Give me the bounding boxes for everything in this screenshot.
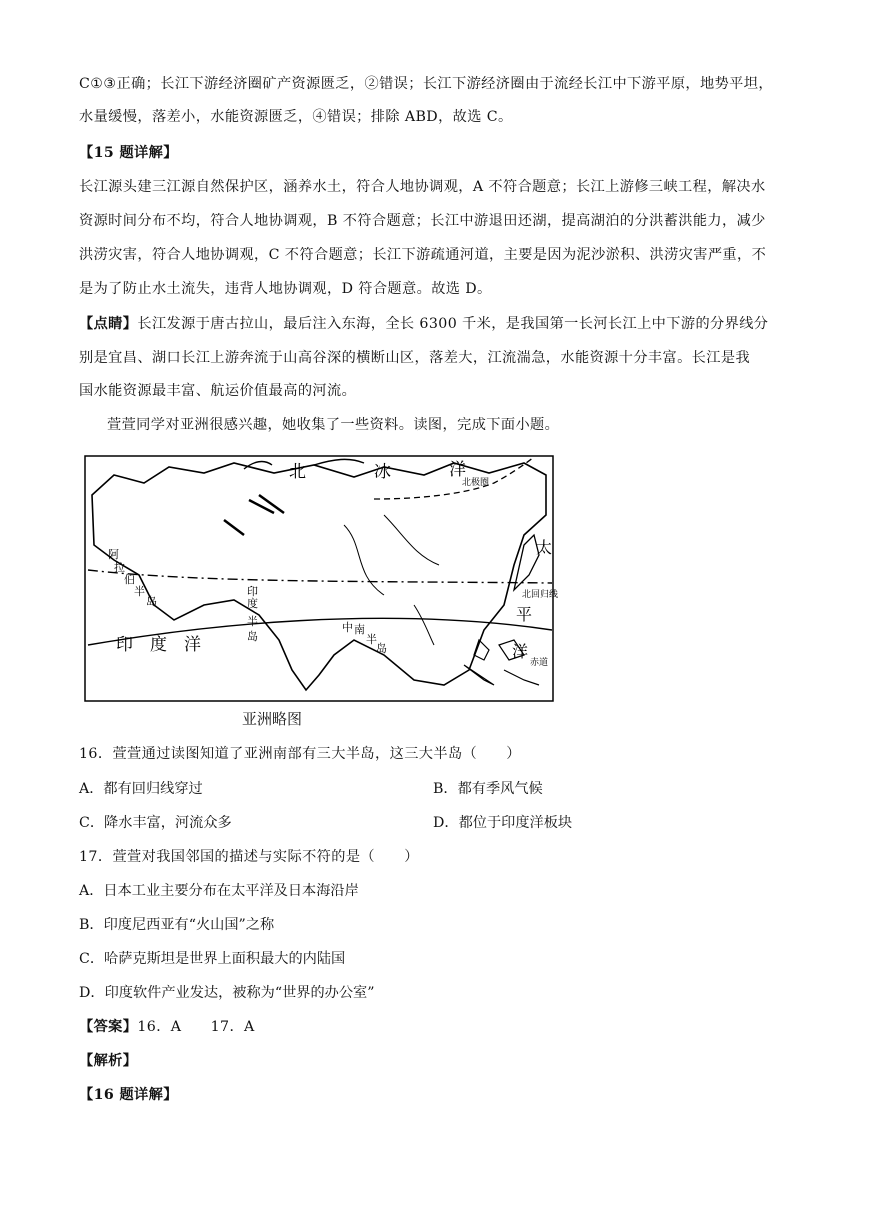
map-label: 度 xyxy=(247,597,258,610)
analysis-heading: 【解析】 xyxy=(79,1053,138,1069)
answer-value: 16．A 17．A xyxy=(137,1019,255,1035)
q16-option-a: A．都有回归线穿过 xyxy=(79,781,203,797)
tip-label: 【点睛】 xyxy=(79,316,138,332)
text-line: 国水能资源最丰富、航运价值最高的河流。 xyxy=(79,383,357,399)
section-heading: 【16 题详解】 xyxy=(79,1087,178,1103)
map-label: 伯 xyxy=(124,573,135,586)
question-16-stem: 16．萱萱通过读图知道了亚洲南部有三大半岛，这三大半岛（ ） xyxy=(79,746,521,762)
map-label: 半 xyxy=(247,615,258,628)
tip-line xyxy=(79,314,768,334)
q16-option-c: C．降水丰富，河流众多 xyxy=(79,815,232,831)
question-17-stem: 17．萱萱对我国邻国的描述与实际不符的是（ ） xyxy=(79,849,419,865)
tip-text: 长江发源于唐古拉山，最后注入东海，全长 6300 千米，是我国第一长河长江上中下游的分界线分 xyxy=(137,316,769,332)
map-label: 平 xyxy=(516,605,533,624)
asia-map xyxy=(84,455,559,702)
map-label: 北回归线 xyxy=(522,590,559,600)
q17-option-c: C．哈萨克斯坦是世界上面积最大的内陆国 xyxy=(79,951,346,967)
answer-line xyxy=(79,1017,255,1037)
map-label: 北极圈 xyxy=(462,478,490,488)
q17-option-a: A．日本工业主要分布在太平洋及日本海沿岸 xyxy=(79,883,359,899)
map-label: 岛 xyxy=(146,595,157,608)
map-label: 洋 xyxy=(512,642,529,661)
map-label: 岛 xyxy=(376,642,387,655)
map-label: 洋 xyxy=(449,460,466,480)
map-label: 印 度 洋 xyxy=(116,635,201,655)
text-line: 是为了防止水土流失，违背人地协调观，D 符合题意。故选 D。 xyxy=(79,281,492,297)
map-label: 南 xyxy=(354,623,365,636)
section-heading: 【15 题详解】 xyxy=(79,145,178,161)
intro-line: 萱萱同学对亚洲很感兴趣，她收集了一些资料。读图，完成下面小题。 xyxy=(107,417,560,433)
map-frame xyxy=(85,456,553,701)
map-label: 半 xyxy=(134,585,145,598)
q17-option-d: D．印度软件产业发达，被称为“世界的办公室” xyxy=(79,985,375,1001)
map-label: 岛 xyxy=(247,630,258,643)
text-line: 别是宜昌、湖口长江上游奔流于山高谷深的横断山区，落差大，江流湍急，水能资源十分丰富。长江是我 xyxy=(79,350,751,366)
map-label: 拉 xyxy=(114,561,125,574)
text-line: C①③正确；长江下游经济圈矿产资源匮乏，②错误；长江下游经济圈由于流经长江中下游平原，地势平坦， xyxy=(79,76,773,92)
map-label: 北 xyxy=(289,462,306,482)
q16-option-b: B．都有季风气候 xyxy=(433,781,543,797)
text-line: 资源时间分布不均，符合人地协调观，B 不符合题意；长江中游退田还湖，提高湖泊的分洪蓄洪能力，减少 xyxy=(79,213,766,229)
text-line: 长江源头建三江源自然保护区，涵养水土，符合人地协调观，A 不符合题意；长江上游修三峡工程，解决水 xyxy=(79,179,766,195)
q16-option-d: D．都位于印度洋板块 xyxy=(433,815,573,831)
map-label: 中 xyxy=(342,621,353,634)
text-line: 洪涝灾害，符合人地协调观，C 不符合题意；长江下游疏通河道，主要是因为泥沙淤积、洪涝灾害严重，不 xyxy=(79,247,767,263)
map-label: 印 xyxy=(247,585,258,598)
map-label: 阿 xyxy=(108,548,119,561)
text-line: 水量缓慢，落差小，水能资源匮乏，④错误；排除 ABD，故选 C。 xyxy=(79,109,513,125)
map-label: 太 xyxy=(536,538,553,557)
map-caption: 亚洲略图 xyxy=(242,710,303,728)
map-label: 冰 xyxy=(374,462,391,482)
answer-label: 【答案】 xyxy=(79,1019,138,1035)
map-label: 赤道 xyxy=(530,658,549,668)
map-label: 半 xyxy=(366,633,377,646)
q17-option-b: B．印度尼西亚有“火山国”之称 xyxy=(79,917,275,933)
